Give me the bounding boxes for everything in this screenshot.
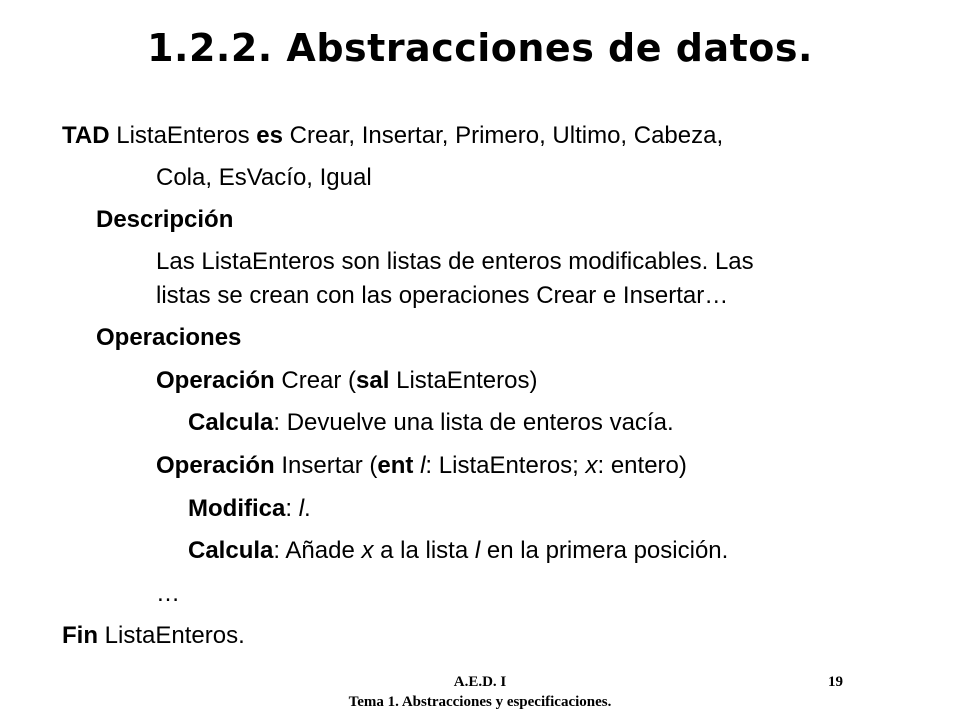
text: : entero) <box>597 452 687 479</box>
footer-topic: Tema 1. Abstracciones y especificaciones. <box>348 694 612 710</box>
text: Crear ( <box>274 367 357 394</box>
page-number: 19 <box>828 674 843 690</box>
text: Crear, Insertar, Primero, Ultimo, Cabeza, <box>283 122 724 149</box>
operation-insertar <box>156 450 687 482</box>
description-line-2: listas se crean con las operaciones Crear e Insertar… <box>156 282 729 309</box>
keyword-es: es <box>256 122 283 149</box>
text: a la lista <box>373 537 475 564</box>
text: : Añade <box>273 537 362 564</box>
line-tad-header <box>62 120 723 152</box>
line-fin <box>62 620 245 652</box>
keyword-operacion: Operación <box>156 367 275 394</box>
section-operaciones: Operaciones <box>96 324 242 351</box>
footer-course: A.E.D. I <box>453 674 507 690</box>
text: Insertar ( <box>274 452 378 479</box>
text: ListaEnteros <box>109 122 257 149</box>
text: en la primera posición. <box>480 537 729 564</box>
var-l: l <box>474 537 481 564</box>
text: . <box>304 495 311 522</box>
keyword-modifica: Modifica <box>188 495 286 522</box>
footer <box>0 672 960 712</box>
var-x: x <box>585 452 598 479</box>
text: : Devuelve una lista de enteros vacía. <box>273 409 674 436</box>
keyword-tad: TAD <box>62 122 110 149</box>
keyword-ent: ent <box>377 452 414 479</box>
insertar-modifica <box>188 493 311 525</box>
operation-crear <box>156 365 538 397</box>
var-l: l <box>420 452 426 479</box>
text: ListaEnteros. <box>98 622 245 649</box>
slide-title: 1.2.2. Abstracciones de datos. <box>147 26 813 70</box>
keyword-calcula: Calcula <box>188 409 274 436</box>
ellipsis: … <box>156 580 180 607</box>
text: ListaEnteros) <box>389 367 538 394</box>
keyword-sal: sal <box>356 367 390 394</box>
var-l: l <box>298 495 305 522</box>
section-descripcion: Descripción <box>96 206 234 233</box>
line-tad-header-cont: Cola, EsVacío, Igual <box>156 164 372 191</box>
text: : ListaEnteros; <box>425 452 586 479</box>
description-line-1: Las ListaEnteros son listas de enteros modificables. Las <box>156 248 754 275</box>
keyword-calcula: Calcula <box>188 537 274 564</box>
var-x: x <box>361 537 374 564</box>
text: : <box>285 495 299 522</box>
keyword-operacion: Operación <box>156 452 275 479</box>
insertar-calcula <box>188 535 728 567</box>
crear-calcula <box>188 407 674 439</box>
keyword-fin: Fin <box>62 622 98 649</box>
